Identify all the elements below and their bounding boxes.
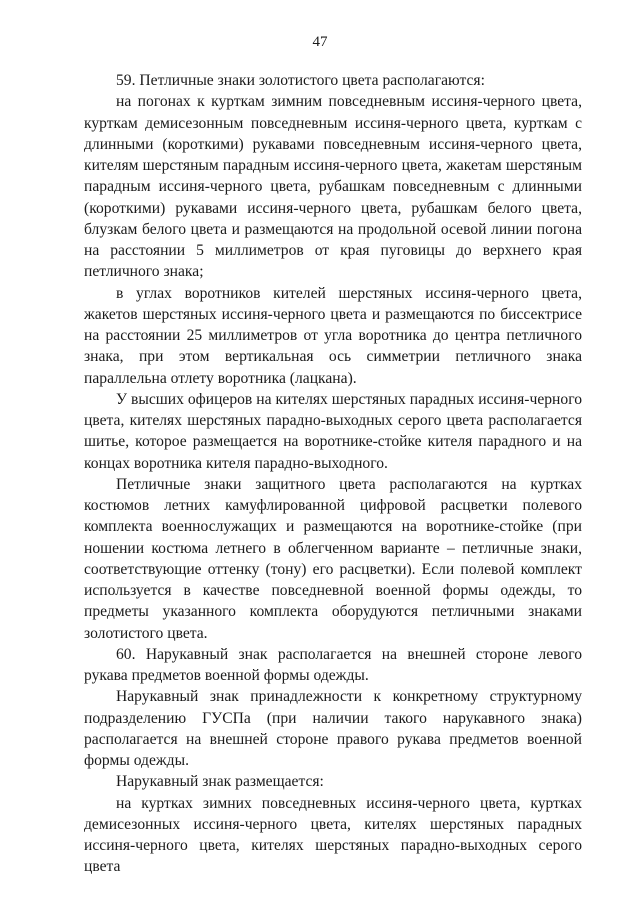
paragraph-vorotniki: в углах воротников кителей шерстяных иссиня-черного цвета, жакетов шерстяных иссиня-черного цвета и размещаются по биссектрисе на расстоянии 25 миллиметров от угла воротника до центра петличного знака, при этом вертикальная ось симметрии петличного знака параллельна отлету воротника (лацкана).: [84, 284, 582, 387]
paragraph-zashchitnye: Петличные знаки защитного цвета располагаются на куртках костюмов летних камуфлированной цифровой расцветки полевого комплекта военнослужащих и размещаются на воротнике-стойке (при ношении костюма летнего в облегченном варианте – петличные знаки, соответствующие оттенку (тону) его расцветки). Если полевой комплект используется в качестве повседневной военной формы одежды, то предметы указанного комплекта оборудуются петличными знаками золотистого цвета.: [84, 475, 582, 642]
paragraph-shitye: У высших офицеров на кителях шерстяных парадных иссиня-черного цвета, кителях шерстяных парадно-выходных серого цвета располагается шитье, которое размещается на воротнике-стойке кителя парадного и на концах воротника кителя парадно-выходного.: [84, 390, 582, 472]
paragraph-razmeshchaetsya: Нарукавный знак размещается:: [116, 773, 324, 791]
paragraph-60-narukavny: 60. Нарукавный знак располагается на внешней стороне левого рукава предметов военной формы одежды.: [84, 645, 582, 684]
paragraph-gusp: Нарукавный знак принадлежности к конкретному структурному подразделению ГУСПа (при наличии такого нарукавного знака) располагается на внешней стороне правого рукава предметов военной формы одежды.: [84, 688, 582, 769]
paragraph-pogony: на погонах к курткам зимним повседневным иссиня-черного цвета, курткам демисезонным повседневным иссиня-черного цвета, курткам с длинными (короткими) рукавами повседневным иссиня-черного цвета, кителям шерстяным парадным иссиня-черного цвета, жакетам шерстяным парадным иссиня-черного цвета, рубашкам повседневным с длинными (короткими) рукавами иссиня-черного цвета, рубашкам белого цвета, блузкам белого цвета и размещаются на продольной осевой линии погона на расстоянии 5 миллиметров от края пуговицы до верхнего края петличного знака;: [84, 93, 582, 281]
page-number: 47: [312, 34, 328, 50]
paragraph-kurtki: на куртках зимних повседневных иссиня-черного цвета, куртках демисезонных иссиня-черного цвета, кителях шерстяных парадных иссиня-черного цвета, кителях шерстяных парадно-выходных серого цвета: [84, 794, 582, 876]
paragraph-59-heading: 59. Петличные знаки золотистого цвета располагаются:: [116, 72, 485, 89]
document-body: [84, 70, 582, 878]
